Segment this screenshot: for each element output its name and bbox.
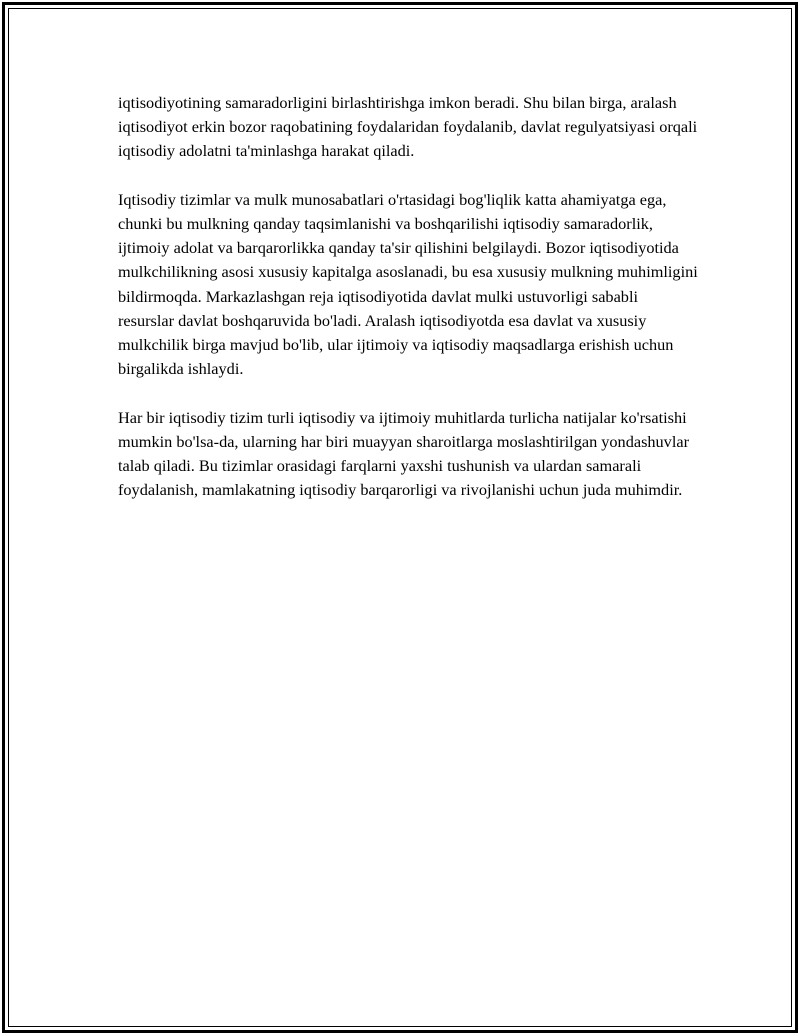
document-body: [118, 91, 698, 527]
paragraph-1: iqtisodiyotining samaradorligini birlashtirishga imkon beradi. Shu bilan birga, aralash iqtisodiyot erkin bozor raqobatining foydalaridan foydalanib, davlat regulyatsiyasi orqali iqtisodiy adolatni ta'minlashga harakat qiladi.: [118, 93, 698, 161]
paragraph-3: Har bir iqtisodiy tizim turli iqtisodiy va ijtimoiy muhitlarda turlicha natijalar ko'rsatishi mumkin bo'lsa-da, ularning har biri muayyan sharoitlarga moslashtirilgan yondashuvlar talab qiladi. Bu tizimlar orasidagi farqlarni yaxshi tushunish va ulardan samarali foydalanish, mamlakatning iqtisodiy barqarorligi va rivojlanishi uchun juda muhimdir.: [118, 407, 689, 500]
paragraph-2: Iqtisodiy tizimlar va mulk munosabatlari o'rtasidagi bog'liqlik katta ahamiyatga ega, chunki bu mulkning qanday taqsimlanishi va boshqarilishi iqtisodiy samaradorlik, ijtimoiy adolat va barqarorlikka qanday ta'sir qilishini belgilaydi. Bozor iqtisodiyotida mulkchilikning asosi xususiy kapitalga asoslanadi, bu esa xususiy mulkning muhimligini bildirmoqda. Markazlashgan reja iqtisodiyotida davlat mulki ustuvorligi sababli resurslar davlat boshqaruvida bo'ladi. Aralash iqtisodiyotda esa davlat va xususiy mulkchilik birga mavjud bo'lib, ular ijtimoiy va iqtisodiy maqsadlarga erishish uchun birgalikda ishlaydi.: [118, 189, 698, 379]
